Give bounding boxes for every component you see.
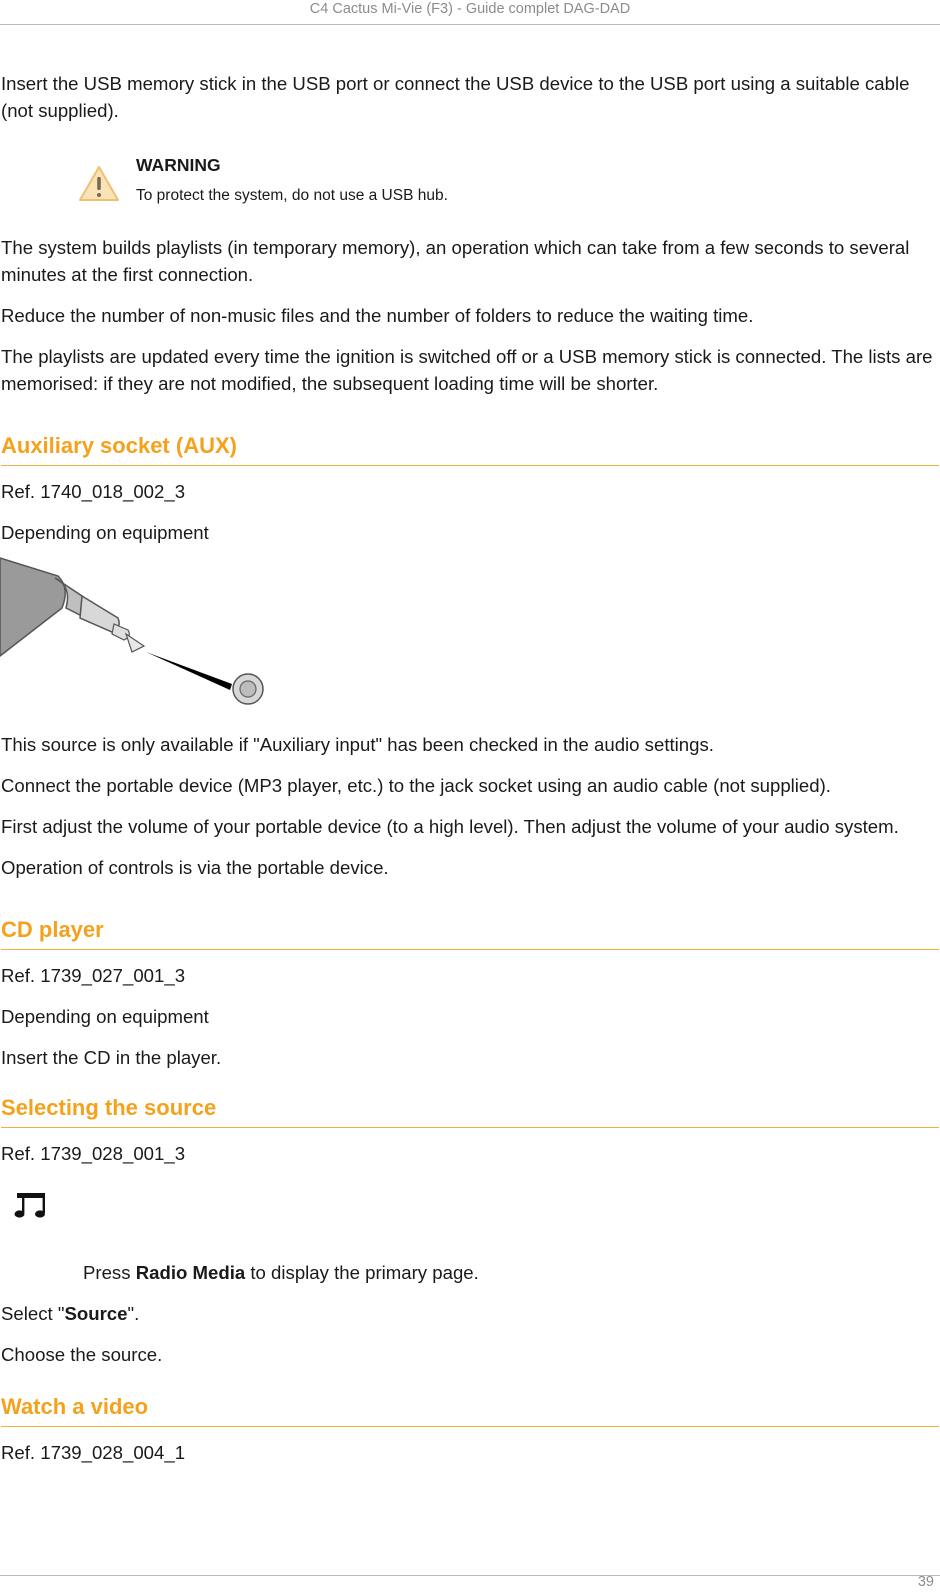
aux-availability-paragraph: This source is only available if "Auxiliary input" has been checked in the audio settings. [1,734,714,755]
jack-plug-icon [0,556,280,721]
reduce-files-paragraph: Reduce the number of non-music files and the number of folders to reduce the waiting time. [1,305,754,326]
playlist-update-paragraph: The playlists are updated every time the ignition is switched off or a USB memory stick is connected. The lists are memorised: if they are not modified, the subsequent loading time will be shorter. [1,346,933,394]
source-label: Source [64,1303,128,1324]
video-heading: Watch a video [1,1394,939,1427]
page-header [0,0,940,25]
page-number: 39 [917,1574,934,1590]
document-title: C4 Cactus Mi-Vie (F3) - Guide complet DAG-DAD [309,1,631,17]
warning-text: To protect the system, do not use a USB hub. [136,187,448,204]
aux-connect-paragraph: Connect the portable device (MP3 player, etc.) to the jack socket using an audio cable (not supplied). [1,775,831,796]
cd-insert-paragraph: Insert the CD in the player. [1,1047,222,1068]
press-radio-media-paragraph: Press Radio Media to display the primary page. [83,1262,479,1283]
warning-title: WARNING [136,155,221,175]
video-ref: Ref. 1739_028_004_1 [1,1442,186,1463]
aux-heading: Auxiliary socket (AUX) [1,433,939,466]
source-heading: Selecting the source [1,1095,939,1128]
aux-controls-paragraph: Operation of controls is via the portable device. [1,857,389,878]
select-source-paragraph: Select "Source". [1,1303,140,1324]
cd-ref: Ref. 1739_027_001_3 [1,965,186,986]
music-illustration [1,1177,939,1247]
playlist-paragraph: The system builds playlists (in temporary memory), an operation which can take from a few seconds to several minutes at the first connection. [1,237,910,285]
aux-equipment-note: Depending on equipment [1,522,209,543]
warning-box [1,154,939,234]
aux-jack-illustration [1,556,939,731]
cd-equipment-note: Depending on equipment [1,1006,209,1027]
warning-icon [77,164,121,204]
usb-intro-paragraph: Insert the USB memory stick in the USB port or connect the USB device to the USB port using a suitable cable (not supplied). [1,73,910,121]
aux-ref: Ref. 1740_018_002_3 [1,481,186,502]
choose-source-paragraph: Choose the source. [1,1344,163,1365]
music-note-icon [11,1187,49,1223]
radio-media-label: Radio Media [135,1262,246,1283]
page-content [1,70,939,1466]
source-ref: Ref. 1739_028_001_3 [1,1143,186,1164]
cd-heading: CD player [1,917,939,950]
page-footer [0,1575,940,1594]
aux-volume-paragraph: First adjust the volume of your portable device (to a high level). Then adjust the volume of your audio system. [1,816,899,837]
